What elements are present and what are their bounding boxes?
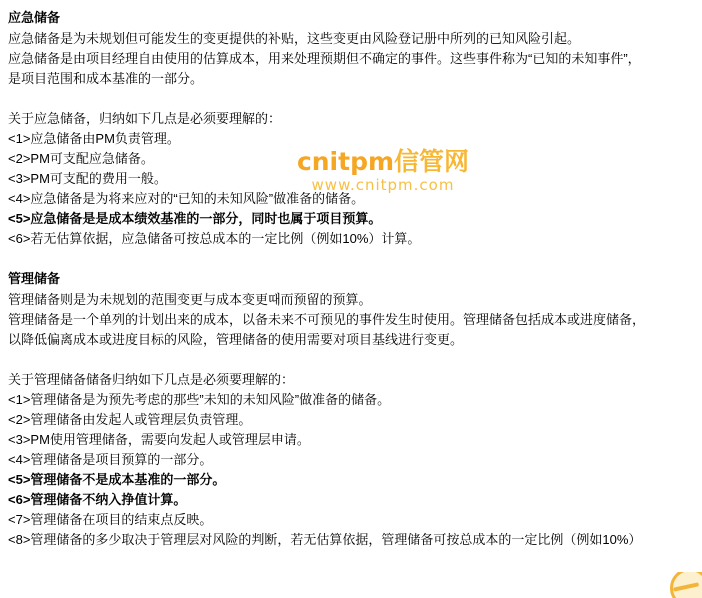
list-item: <1>管理储备是为预先考虑的那些”未知的未知风险”做准备的储备。: [8, 392, 391, 407]
spacer: [8, 350, 692, 370]
list-item: <3>PM可支配的费用一般。: [8, 171, 167, 186]
list-item: <5>管理储备不是成本基准的一部分。: [8, 472, 226, 487]
section-emergency-reserve: [8, 8, 692, 249]
section1-intro: 关于应急储备，归纳如下几点是必须要理解的：: [8, 111, 282, 126]
section2-paragraph-2: 管理储备是一个单列的计划出来的成本，以备未来不可预见的事件发生时使用。管理储备包括成本或进度储备，: [8, 312, 646, 327]
section2-paragraph-1: 管理储备则是为未规划的范围变更与成本变更때而预留的预算。: [8, 292, 372, 307]
spacer: [8, 89, 692, 109]
watermark-brand-cn: 信管网: [394, 147, 470, 176]
section1-paragraph-3: 是项目范围和成本基准的一部分。: [8, 71, 204, 86]
spacer: [8, 249, 692, 269]
list-item: <5>应急储备是是成本绩效基准的一部分，同时也属于项目预算。: [8, 211, 382, 226]
list-item: <3>PM使用管理储备，需要向发起人或管理层申请。: [8, 432, 310, 447]
list-item: <8>管理储备的多少取决于管理层对风险的判断，若无估算依据，管理储备可按总成本的一定比例（例如10%）: [8, 532, 642, 547]
section1-paragraph-2: 应急储备是由项目经理自由使用的估算成本，用来处理预期但不确定的事件。这些事件称为“已知的未知事件”，: [8, 51, 641, 66]
section1-paragraph-1: 应急储备是为未规划但可能发生的变更提供的补贴，这些变更由风险登记册中所列的已知风险引起。: [8, 31, 581, 46]
list-item: <4>管理储备是项目预算的一部分。: [8, 452, 213, 467]
list-item: <2>管理储备由发起人或管理层负责管理。: [8, 412, 252, 427]
watermark-url: www.cnitpm.com: [311, 176, 455, 194]
section2-intro: 关于管理储备储备归纳如下几点是必须要理解的：: [8, 372, 295, 387]
section-management-reserve: [8, 269, 692, 550]
list-item: <6>若无估算依据，应急储备可按总成本的一定比例（例如10%）计算。: [8, 231, 421, 246]
list-item: <4>应急储备是为将来应对的“已知的未知风险”做准备的储备。: [8, 191, 365, 206]
list-item: <7>管理储备在项目的结束点反映。: [8, 512, 213, 527]
list-item: <1>应急储备由PM负责管理。: [8, 131, 180, 146]
section2-paragraph-3: 以降低偏离成本或进度目标的风险，管理储备的使用需要对项目基线进行变更。: [8, 332, 464, 347]
list-item: <6>管理储备不纳入挣值计算。: [8, 492, 187, 507]
section1-heading: 应急储备: [8, 10, 61, 25]
list-item: <2>PM可支配应急储备。: [8, 151, 154, 166]
watermark-brand-en: cnitpm: [296, 147, 395, 176]
corner-badge-icon: [662, 572, 702, 598]
section2-heading: 管理储备: [8, 271, 61, 286]
